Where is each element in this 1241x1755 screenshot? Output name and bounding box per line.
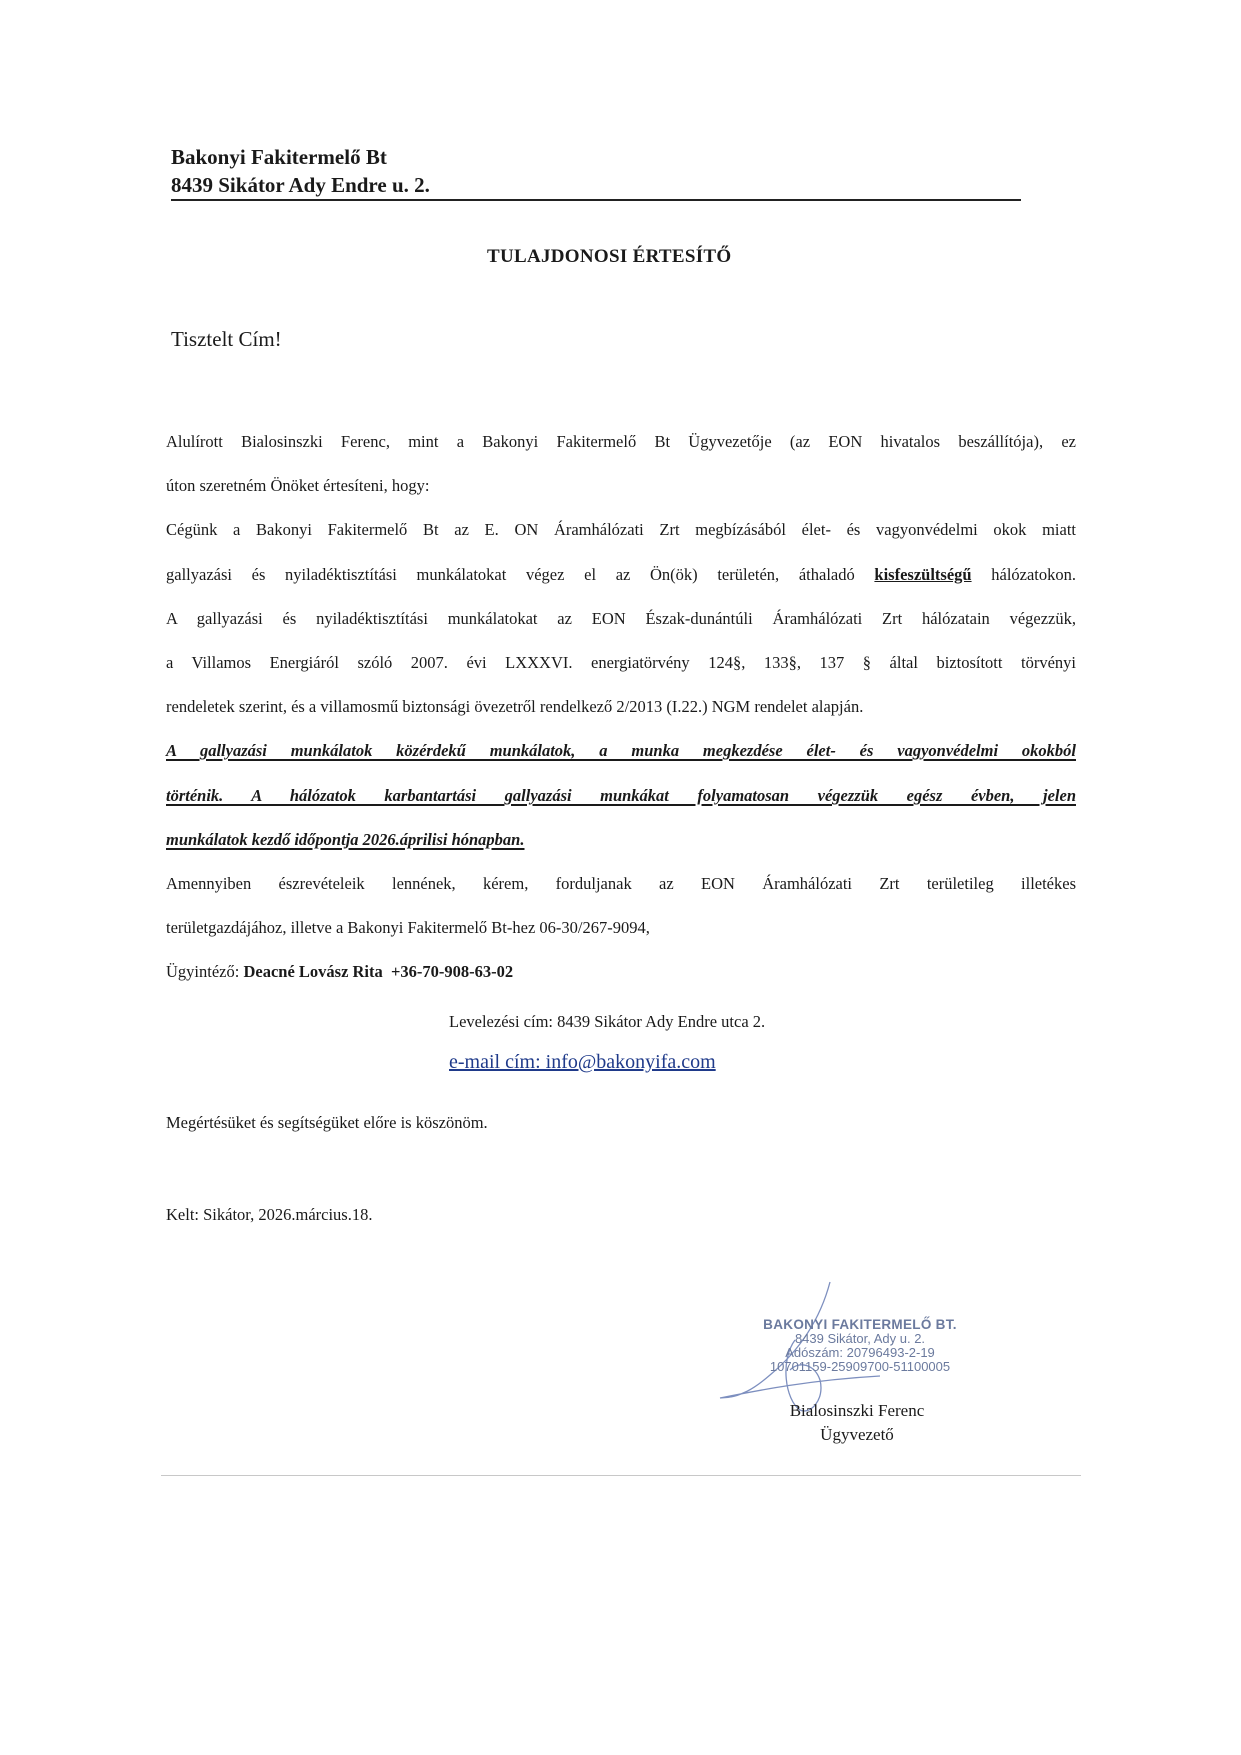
footer-rule [161, 1475, 1081, 1476]
document-title: TULAJDONOSI ÉRTESÍTŐ [487, 246, 732, 267]
paragraph-3-line-3: rendeletek szerint, és a villamosmű biztonsági övezetről rendelkező 2/2013 (I.22.) NGM rendelet alapján. [166, 697, 864, 716]
notice-line-3: munkálatok kezdő időpontja 2026.áprilisi hónapban. [166, 830, 525, 849]
email-link[interactable]: e-mail cím: info@bakonyifa.com [449, 1051, 716, 1073]
paragraph-4-line-2: területgazdájához, illetve a Bakonyi Fakitermelő Bt-hez 06-30/267-9094, [166, 918, 650, 937]
contact-label: Ügyintéző: [166, 962, 240, 981]
company-address: 8439 Sikátor Ady Endre u. 2. [171, 173, 430, 197]
notice-line-2: történik. A hálózatok karbantartási gallyazási munkákat folyamatosan végezzük egész évben, jelen [166, 786, 1076, 805]
stamp-name: BAKONYI FAKITERMELŐ BT. [763, 1317, 957, 1332]
paragraph-1-line-2: úton szeretném Önöket értesíteni, hogy: [166, 476, 430, 495]
paragraph-2-line-2 [166, 565, 1076, 585]
contact-name-phone: Deacné Lovász Rita +36-70-908-63-02 [243, 962, 514, 981]
low-voltage-emphasis: kisfeszültségű [874, 565, 972, 584]
signer-name: Bialosinszki Ferenc [789, 1401, 925, 1420]
mailing-address: Levelezési cím: 8439 Sikátor Ady Endre utca 2. [449, 1012, 766, 1031]
p2-text-pre: gallyazási és nyiladéktisztítási munkálatokat végez el az Ön(ök) területén, áthaladó [166, 565, 855, 584]
p2-text-post: hálózatokon. [991, 565, 1077, 584]
contact-line [166, 962, 1076, 982]
paragraph-2-line-1: Cégünk a Bakonyi Fakitermelő Bt az E. ON Áramhálózati Zrt megbízásából élet- és vagyonvédelmi okok miatt [166, 520, 1076, 539]
date-line: Kelt: Sikátor, 2026.március.18. [166, 1205, 373, 1224]
closing-line: Megértésüket és segítségüket előre is köszönöm. [166, 1113, 488, 1132]
company-name: Bakonyi Fakitermelő Bt [171, 145, 387, 169]
stamp-bank: 10701159-25909700-51100005 [769, 1359, 951, 1374]
paragraph-1-line-1: Alulírott Bialosinszki Ferenc, mint a Bakonyi Fakitermelő Bt Ügyvezetője (az EON hivatalos beszállítója), ez [166, 432, 1076, 451]
header-rule [171, 199, 1021, 201]
paragraph-4-line-1: Amennyiben észrevételeik lennének, kérem, forduljanak az EON Áramhálózati Zrt területileg illetékes [166, 874, 1076, 893]
stamp-address: 8439 Sikátor, Ady u. 2. [794, 1331, 926, 1346]
salutation: Tisztelt Cím! [171, 327, 282, 351]
signer-role: Ügyvezető [820, 1425, 894, 1444]
paragraph-3-line-2: a Villamos Energiáról szóló 2007. évi LXXXVI. energiatörvény 124§, 133§, 137 § által biztosított törvényi [166, 653, 1076, 672]
stamp-tax-id: Adószám: 20796493-2-19 [785, 1345, 935, 1360]
notice-line-1: A gallyazási munkálatok közérdekű munkálatok, a munka megkezdése élet- és vagyonvédelmi okokból [166, 741, 1076, 760]
paragraph-3-line-1: A gallyazási és nyiladéktisztítási munkálatokat az EON Észak-dunántúli Áramhálózati Zrt hálózatain végezzük, [166, 609, 1076, 628]
